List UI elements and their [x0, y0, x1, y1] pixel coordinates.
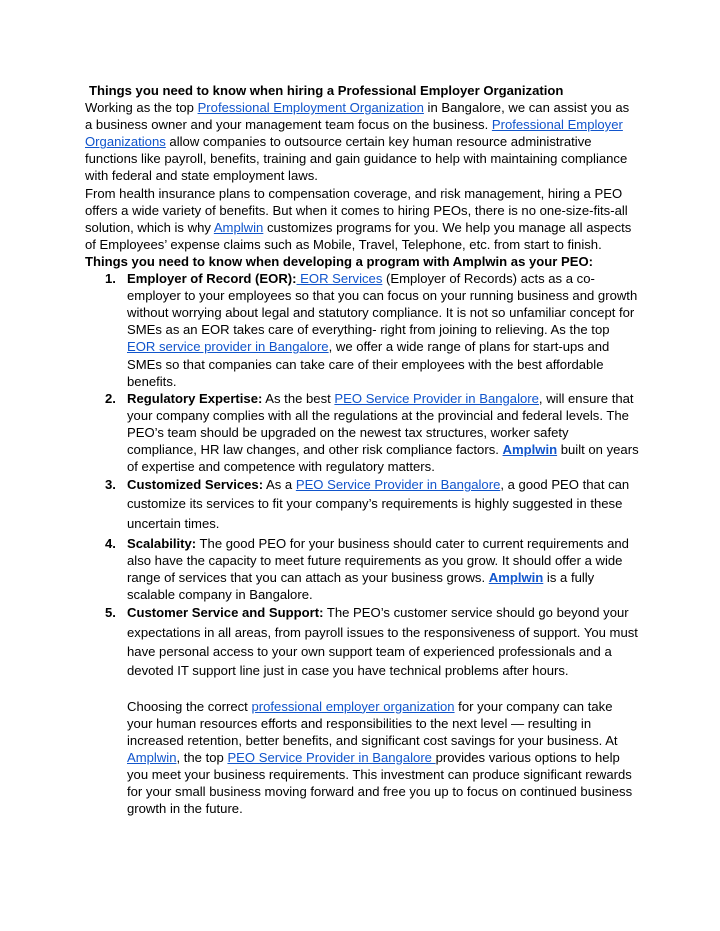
- subheading-text: Things you need to know when developing a program with Amplwin as your PEO:: [85, 253, 594, 269]
- text: , will ensure that your company complies with all the regulations at the provincial and federal levels. The PEO’s team should be upgraded on the newest tax structures, worker safety compliance, HR law changes, and other risk compliance factors.: [127, 390, 634, 457]
- list-number: 5.: [105, 605, 116, 621]
- text: is a fully scalable company in Bangalore.: [127, 570, 595, 603]
- item-heading: Regulatory Expertise:: [127, 390, 263, 406]
- text: for your company can take your human resources efforts and responsibilities to the next level — resulting in increased retention, better benefits, and significant cost savings for your business. At: [127, 698, 618, 748]
- list-number: 1.: [105, 271, 116, 287]
- link-professional-employment-organization[interactable]: Professional Employment Organization: [197, 100, 424, 116]
- list-number: 3.: [105, 477, 116, 493]
- text: provides various options to help you meet your business requirements. This investment can produce significant rewards for your small business moving forward and free you up to focus on continued business growth in the future.: [127, 749, 633, 817]
- text: As the best: [262, 390, 335, 406]
- subheading: [85, 253, 640, 270]
- document-body: [85, 82, 640, 817]
- text: (Employer of Records) acts as a co-employer to your employees so that you can focus on your running business and growth without worrying about legal and statutory compliance. It is not so unfamiliar concept for SMEs as an EOR takes care of everything- right from joining to relieving. As the top: [127, 271, 638, 338]
- text: From health insurance plans to compensation coverage, and risk management, hiring a PEO offers a wide variety of benefits. But when it comes to hiring PEOs, there is no one-size-fits-all solution, which is why: [85, 185, 628, 235]
- link-amplwin[interactable]: Amplwin: [502, 441, 558, 457]
- text: , we offer a wide range of plans for start-ups and SMEs so that companies can take care of their employees with the best affordable benefits.: [127, 339, 610, 389]
- list-item: [85, 390, 640, 475]
- text: allow companies to outsource certain key human resource administrative functions like payroll, benefits, training and gain guidance to help with maintaining compliance with federal and state employment laws.: [85, 134, 628, 184]
- text: Working as the top: [85, 100, 198, 116]
- link-eor-services[interactable]: EOR Services: [296, 271, 383, 287]
- link-peo-service-provider[interactable]: PEO Service Provider in Bangalore: [334, 390, 539, 406]
- item-heading: Customized Services:: [127, 477, 264, 493]
- text: The PEO’s customer service should go beyond your expectations in all areas, from payroll issues to the responsiveness of support. You must have personal access to your own support team of experienced professionals and a devoted IT support line just in case you have technical problems after hours.: [127, 605, 638, 679]
- list-number: 2.: [105, 390, 116, 406]
- text: customizes programs for you. We help you manage all aspects of Employees’ expense claims such as Mobile, Travel, Telephone, etc. from start to finish.: [85, 219, 632, 252]
- list-item: [85, 475, 640, 533]
- text: As a: [263, 477, 296, 493]
- text: , a good PEO that can customize its services to fit your company’s requirements is highly suggested in these uncertain times.: [127, 477, 630, 531]
- tips-list: [85, 270, 640, 681]
- text: Choosing the correct: [127, 698, 252, 714]
- link-professional-employer-organizations[interactable]: Professional Employer Organizations: [85, 117, 623, 150]
- benefits-paragraph: [85, 185, 640, 253]
- intro-paragraph: [85, 99, 640, 184]
- text: , the top: [176, 749, 228, 765]
- link-amplwin[interactable]: Amplwin: [127, 749, 177, 765]
- list-item: [85, 270, 640, 390]
- link-professional-employer-organization[interactable]: professional employer organization: [251, 698, 455, 714]
- list-item: [85, 535, 640, 603]
- list-item: [85, 603, 640, 680]
- list-number: 4.: [105, 536, 116, 552]
- link-amplwin[interactable]: Amplwin: [488, 570, 544, 586]
- text: built on years of expertise and competence with regulatory matters.: [127, 441, 639, 475]
- item-heading: Scalability:: [127, 536, 197, 552]
- link-peo-service-provider[interactable]: PEO Service Provider in Bangalore: [227, 749, 436, 765]
- item-heading: Customer Service and Support:: [127, 605, 324, 621]
- link-eor-service-provider[interactable]: EOR service provider in Bangalore: [127, 339, 329, 355]
- document-title: Things you need to know when hiring a Professional Employer Organization: [89, 83, 564, 98]
- text: The good PEO for your business should cater to current requirements and also have the capacity to meet future requirements as you grow. It should offer a wide range of services that you can attach as your business grows.: [127, 536, 629, 586]
- link-amplwin[interactable]: Amplwin: [213, 219, 264, 235]
- text: in Bangalore, we can assist you as a business owner and your management team focus on the business.: [85, 100, 630, 133]
- link-peo-service-provider[interactable]: PEO Service Provider in Bangalore: [295, 477, 501, 493]
- item-heading: Employer of Record (EOR):: [127, 271, 297, 287]
- closing-paragraph: [85, 698, 640, 818]
